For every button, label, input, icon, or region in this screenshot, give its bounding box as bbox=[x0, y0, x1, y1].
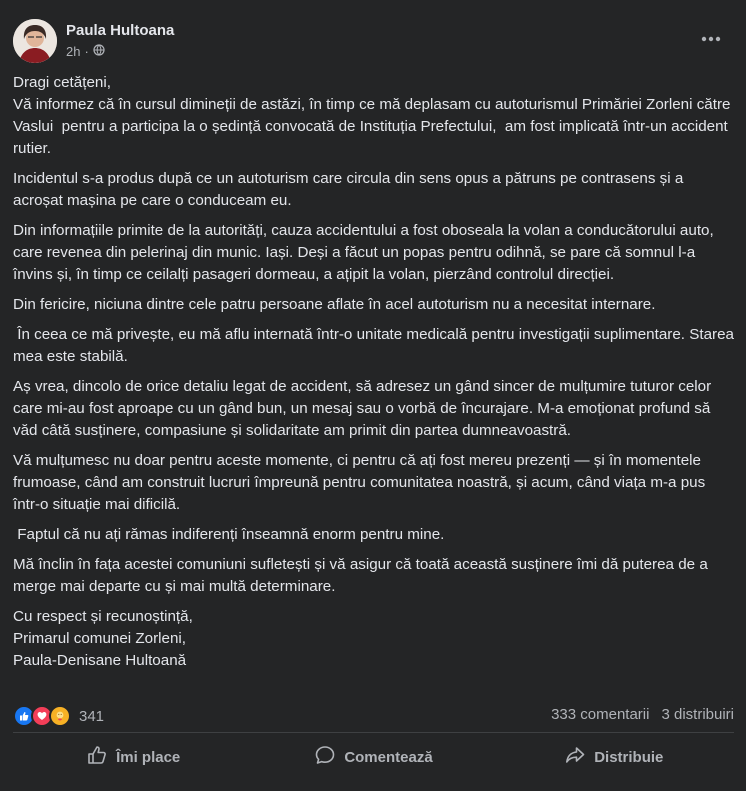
reaction-count: 341 bbox=[79, 707, 105, 725]
comment-label: Comentează bbox=[344, 748, 433, 766]
ellipsis-icon bbox=[701, 29, 721, 47]
post-paragraph: Incidentul s-a produs după ce un autoturism care circula din sens opus a pătruns pe contrasens și a acroșat mașina pe care o conduceam eu. bbox=[13, 170, 688, 209]
author-avatar[interactable] bbox=[13, 19, 57, 63]
shares-count-link[interactable]: 3 distribuiri bbox=[661, 706, 734, 723]
comments-count-link[interactable]: 333 comentarii bbox=[551, 706, 650, 723]
post-paragraph: Mă înclin în fața acestei comuniuni sufletești și vă asigur că toată această susținere îmi dă puterea de a merge mai departe cu și mai multă determinare. bbox=[13, 556, 713, 595]
like-label: Îmi place bbox=[116, 748, 181, 766]
share-label: Distribuie bbox=[594, 748, 664, 766]
post-actions bbox=[13, 738, 734, 776]
post-paragraph: În ceea ce mă privește, eu mă aflu internată într-o unitate medicală pentru investigații suplimentare. Starea mea este stabilă. bbox=[13, 326, 739, 365]
engagement-counts bbox=[551, 706, 734, 723]
divider bbox=[13, 732, 734, 733]
post-stats bbox=[13, 703, 734, 727]
share-button[interactable] bbox=[494, 738, 734, 776]
post-meta bbox=[66, 44, 105, 59]
post-signature: Cu respect și recunoștință, Primarul comunei Zorleni, Paula-Denisane Hultoană bbox=[13, 608, 193, 669]
more-options-button[interactable] bbox=[696, 23, 726, 53]
share-arrow-icon bbox=[564, 744, 586, 770]
post-body bbox=[13, 72, 739, 680]
speech-bubble-icon bbox=[314, 744, 336, 770]
meta-separator: · bbox=[84, 44, 89, 59]
thumbs-up-icon bbox=[86, 744, 108, 770]
author-name[interactable]: Paula Hultoana bbox=[66, 22, 175, 39]
post-paragraph: Faptul că nu ați rămas indiferenți înseamnă enorm pentru mine. bbox=[13, 526, 445, 543]
reactions-summary[interactable] bbox=[13, 705, 104, 727]
care-icon bbox=[49, 705, 71, 727]
post-paragraph: Dragi cetățeni, Vă informez că în cursul dimineții de astăzi, în timp ce mă deplasam cu autoturismul Primăriei Zorleni către Vaslui pentru a participa la o ședință convocată de Instituția Prefectului, am fost implicată într-un accident rutier. bbox=[13, 74, 731, 157]
post-paragraph: Vă mulțumesc nu doar pentru aceste momente, ci pentru că ați fost mereu prezenți — și în momentele frumoase, când am construit lucruri împreună pentru comunitatea noastră, și acum, când viața m-a pus într-o situație mai dificilă. bbox=[13, 452, 710, 513]
post-paragraph: Aș vrea, dincolo de orice detaliu legat de accident, să adresez un gând sincer de mulțumire tuturor celor care mi-au fost aproape cu un gând bun, un mesaj sau o vorbă de încurajare. M-a emoționat profund să văd câtă susținere, compasiune și solidaritate am primit din partea dumneavoastră. bbox=[13, 378, 716, 439]
post-time[interactable]: 2h bbox=[66, 44, 81, 59]
post-paragraph: Din fericire, niciuna dintre cele patru persoane aflate în acel autoturism nu a necesitat internare. bbox=[13, 296, 656, 313]
like-button[interactable] bbox=[13, 738, 253, 776]
comment-button[interactable] bbox=[253, 738, 493, 776]
post-paragraph: Din informațiile primite de la autorități, cauza accidentului a fost oboseala la volan a conducătorului auto, care revenea din pelerinaj din munic. Iași. Deși a făcut un popas pentru odihnă, se pare că somnul l-a învins și, în timp ce ceilalți pasageri dormeau, a ațipit la volan, pierzând controlul direcției. bbox=[13, 222, 718, 283]
post-header bbox=[13, 17, 734, 65]
globe-icon bbox=[93, 44, 105, 59]
